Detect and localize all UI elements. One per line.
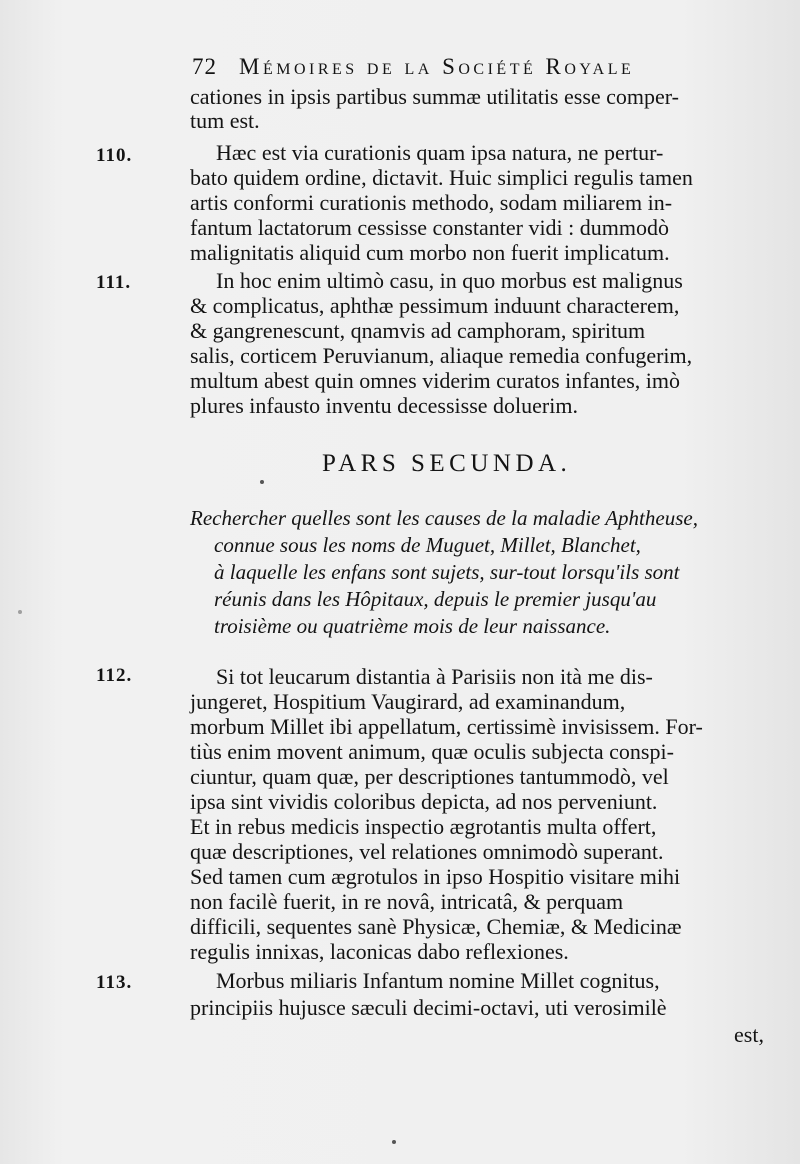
paper-speck [18, 610, 22, 614]
running-title: Mémoires de la Société Royale [239, 54, 635, 79]
text-line: artis conformi curationis methodo, sodam miliarem in- [190, 190, 673, 215]
text-line: tiùs enim movent animum, quæ oculis subjecta conspi- [190, 739, 674, 764]
text-line: tum est. [190, 108, 260, 133]
text-line: & gangrenescunt, qnamvis ad camphoram, spiritum [190, 318, 646, 343]
running-header [192, 54, 752, 80]
question-line: troisième ou quatrième mois de leur naissance. [214, 614, 611, 638]
text-line: ciuntur, quam quæ, per descriptiones tantummodò, vel [190, 764, 669, 789]
text-line: multum abest quin omnes viderim curatos infantes, imò [190, 368, 681, 393]
text-line: principiis hujusce sæculi decimi-octavi, uti verosimilè [190, 995, 667, 1020]
page-number: 72 [192, 54, 217, 79]
text-line: Si tot leucarum distantia à Parisiis non ità me dis- [216, 664, 653, 689]
paper-speck [392, 1140, 396, 1144]
text-line: ipsa sint vividis coloribus depicta, ad nos perveniunt. [190, 789, 658, 814]
catchword: est, [734, 1022, 764, 1047]
section-number-113: 113. [96, 972, 133, 993]
question-line: Rechercher quelles sont les causes de la maladie Aphtheuse, [190, 506, 698, 530]
question-line: réunis dans les Hôpitaux, depuis le premier jusqu'au [214, 587, 657, 611]
text-line: jungeret, Hospitium Vaugirard, ad examinandum, [190, 689, 626, 714]
text-line: non facilè fuerit, in re novâ, intricatâ, & perquam [190, 889, 624, 914]
text-line: morbum Millet ibi appellatum, certissimè invisissem. For- [190, 714, 703, 739]
text-line: Morbus miliaris Infantum nomine Millet cognitus, [216, 968, 660, 993]
text-line: quæ descriptiones, vel relationes omnimodò superant. [190, 839, 664, 864]
text-line: fantum lactatorum cessisse constanter vidi : dummodò [190, 215, 670, 240]
text-line: regulis innixas, laconicas dabo reflexiones. [190, 939, 569, 964]
paper-speck [260, 480, 264, 484]
text-line: Et in rebus medicis inspectio ægrotantis multa offert, [190, 814, 657, 839]
question-line: connue sous les noms de Muguet, Millet, Blanchet, [214, 533, 641, 557]
text-line: malignitatis aliquid cum morbo non fuerit implicatum. [190, 240, 670, 265]
section-number-110: 110. [96, 145, 133, 166]
question-line: à laquelle les enfans sont sujets, sur-tout lorsqu'ils sont [214, 560, 680, 584]
text-line: In hoc enim ultimò casu, in quo morbus est malignus [216, 268, 683, 293]
section-title: PARS SECUNDA. [322, 450, 572, 477]
text-line: bato quidem ordine, dictavit. Huic simplici regulis tamen [190, 165, 693, 190]
text-line: & complicatus, aphthæ pessimum induunt characterem, [190, 293, 680, 318]
text-line: difficili, sequentes sanè Physicæ, Chemiæ, & Medicinæ [190, 914, 682, 939]
text-line: Sed tamen cum ægrotulos in ipso Hospitio visitare mihi [190, 864, 681, 889]
section-number-112: 112. [96, 665, 133, 686]
text-line: plures infausto inventu decessisse doluerim. [190, 393, 578, 418]
text-line: Hæc est via curationis quam ipsa natura, ne pertur- [216, 140, 664, 165]
text-line: cationes in ipsis partibus summæ utilitatis esse comper- [190, 84, 679, 109]
text-line: salis, corticem Peruvianum, aliaque remedia confugerim, [190, 343, 693, 368]
section-number-111: 111. [96, 272, 132, 293]
